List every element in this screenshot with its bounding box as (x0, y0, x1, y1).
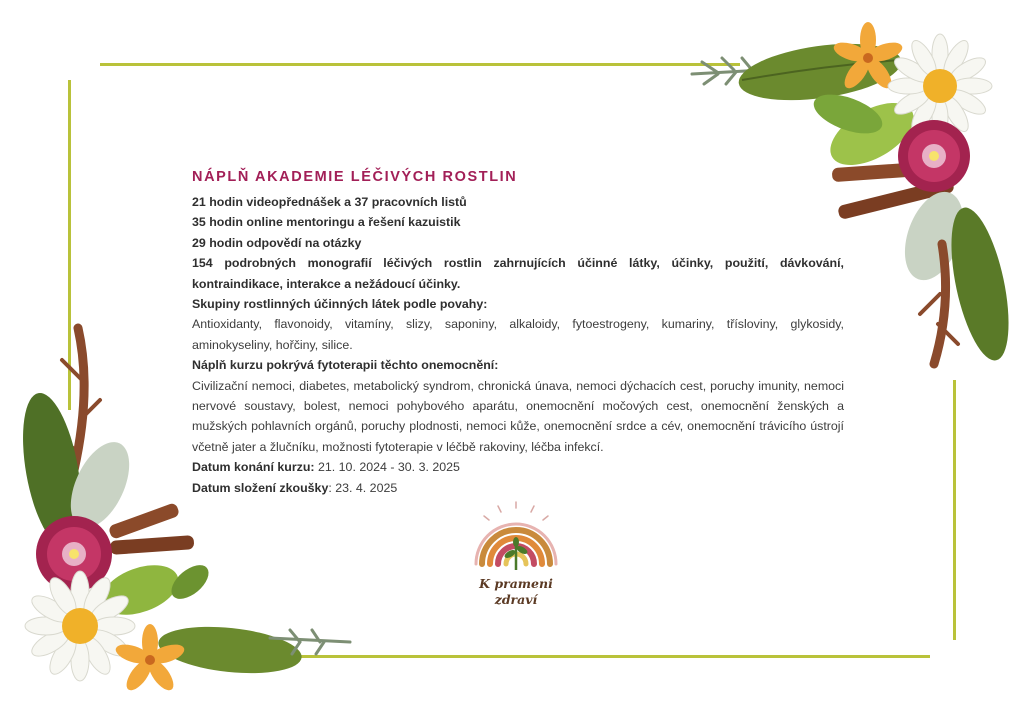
logo (468, 500, 564, 620)
rainbow-logo-icon (468, 500, 564, 570)
substances-heading: Skupiny rostlinných účinných látek podle povahy: (192, 297, 488, 312)
logo-line-2: zdraví (494, 592, 538, 607)
page-title: NÁPLŇ AKADEMIE LÉČIVÝCH ROSTLIN (192, 169, 518, 185)
logo-line-1: K prameni (479, 576, 553, 591)
answers-line: 29 hodin odpovědí na otázky (192, 235, 362, 250)
course-dates-value: 21. 10. 2024 - 30. 3. 2025 (314, 460, 460, 475)
exam-date-value: : 23. 4. 2025 (328, 480, 398, 495)
frame-top-line (100, 63, 740, 66)
frame-bottom-line (300, 655, 930, 658)
mentoring-line: 35 hodin online mentoringu a řešení kazuistik (192, 215, 461, 230)
diseases-text: Civilizační nemoci, diabetes, metabolický syndrom, chronická únava, nemoci dýchacích cest, poruchy imunity, nemoci nervové soustavy, bolest, nemoci pohybového aparátu, onemocnění močových cest, onemocnění ženských a mužských pohlavních orgánů, poruchy plodnosti, nemoci kůže, onemocnění srdce a cév, onemocnění trávicího ústrojí včetně jater a žlučníku, možnosti fytoterapie v léčbě rakoviny, léčba infekcí. (192, 378, 844, 454)
exam-date-label: Datum složení zkoušky (192, 480, 329, 495)
diseases-heading: Náplň kurzu pokrývá fytoterapii těchto onemocnění: (192, 358, 499, 373)
frame-right-line (953, 380, 956, 640)
course-dates (192, 457, 844, 477)
monographs-line: 154 podrobných monografií léčivých rostlin zahrnujících účinné látky, účinky, použití, dávkování, kontraindikace, interakce a nežádoucí účinky. (192, 256, 844, 291)
course-content (192, 166, 844, 498)
exam-date (192, 478, 844, 498)
videos-line: 21 hodin videopřednášek a 37 pracovních listů (192, 195, 467, 209)
course-dates-label: Datum konání kurzu: (192, 460, 315, 475)
substances-text: Antioxidanty, flavonoidy, vitamíny, slizy, saponiny, alkaloidy, fytoestrogeny, kumariny, třísloviny, glykosidy, aminokyseliny, hořčiny, silice. (192, 317, 844, 352)
